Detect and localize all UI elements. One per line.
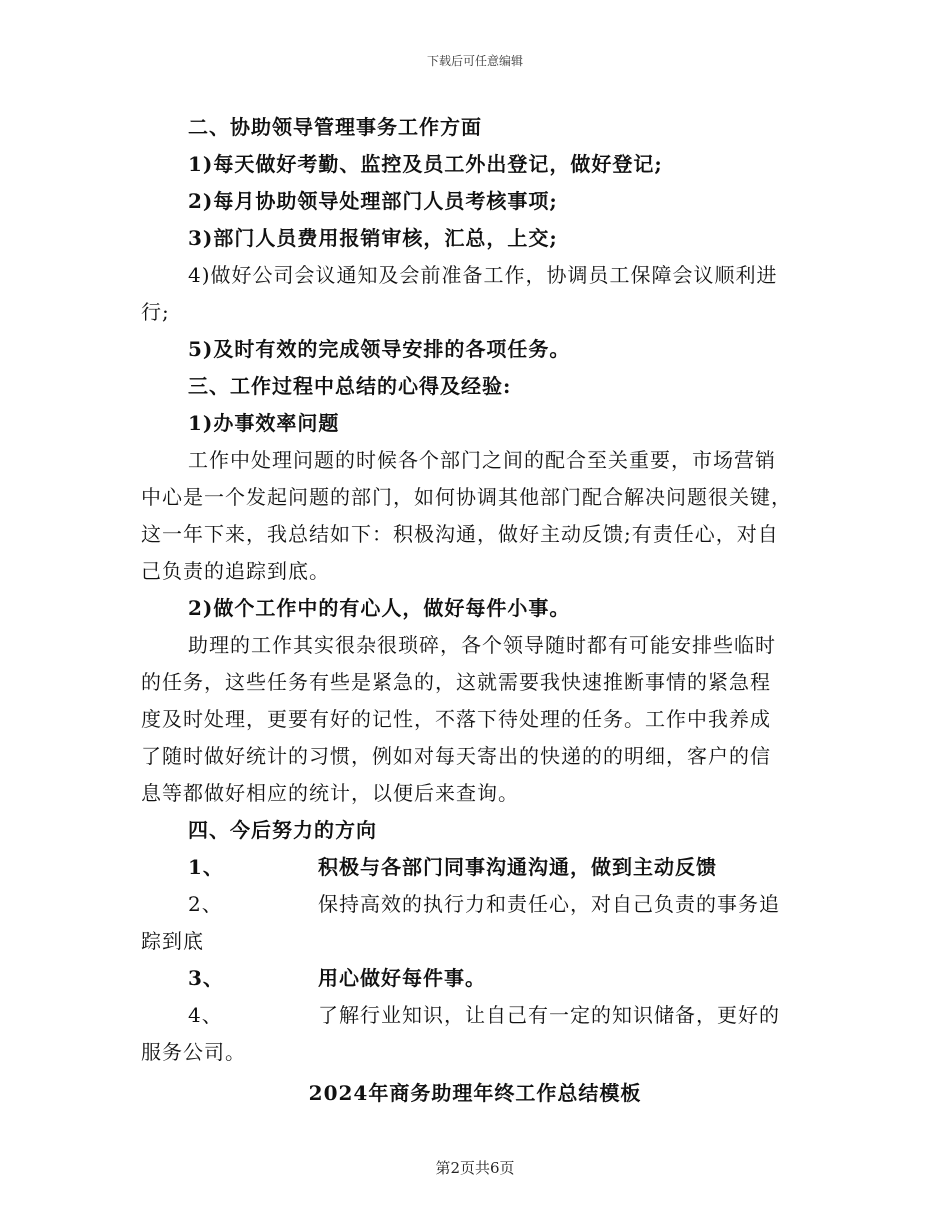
list-item: [188, 961, 486, 995]
item-text: 积极与各部门同事沟通沟通，做到主动反馈: [318, 855, 717, 879]
sub-heading: 2)做个工作中的有心人，做好每件小事。: [188, 596, 571, 620]
list-item: 4)做好公司会议通知及会前准备工作，协调员工保障会议顺利进: [188, 263, 778, 287]
paragraph-line: 中心是一个发起问题的部门，如何协调其他部门配合解决问题很关键，: [141, 485, 792, 509]
page-header: 下载后可任意编辑: [426, 54, 523, 68]
paragraph-line: 这一年下来，我总结如下：积极沟通，做好主动反馈;有责任心，对自: [141, 522, 779, 546]
paragraph-line: 了随时做好统计的习惯，例如对每天寄出的快递的的明细，客户的信: [141, 744, 771, 768]
item-text: 了解行业知识，让自己有一定的知识储备，更好的: [318, 1003, 780, 1027]
list-item: 2)每月协助领导处理部门人员考核事项;: [188, 189, 558, 213]
item-number: 1、: [188, 855, 224, 879]
paragraph-line: 己负责的追踪到底。: [141, 559, 330, 583]
item-number: 4、: [188, 1003, 223, 1027]
list-item: 5)及时有效的完成领导安排的各项任务。: [188, 337, 571, 361]
list-item: [188, 998, 780, 1032]
section-heading-3: 三、工作过程中总结的心得及经验:: [188, 374, 512, 398]
paragraph-line: 度及时处理，更要有好的记性，不落下待处理的任务。工作中我养成: [141, 707, 771, 731]
list-item: 3)部门人员费用报销审核，汇总，上交;: [188, 226, 558, 250]
list-item: 1)每天做好考勤、监控及员工外出登记，做好登记;: [188, 152, 663, 176]
paragraph-line: 工作中处理问题的时候各个部门之间的配合至关重要，市场营销: [188, 448, 776, 472]
paragraph-line: 的任务，这些任务有些是紧急的，这就需要我快速推断事情的紧急程: [141, 670, 771, 694]
item-number: 2、: [188, 892, 223, 916]
section-heading-4: 四、今后努力的方向: [188, 818, 377, 842]
document-title: 2024年商务助理年终工作总结模板: [308, 1081, 642, 1105]
page-footer: 第2页共6页: [435, 1159, 515, 1177]
item-number: 3、: [188, 966, 224, 990]
paragraph-line: 行;: [141, 300, 170, 324]
paragraph-line: 助理的工作其实很杂很琐碎，各个领导随时都有可能安排些临时: [188, 633, 776, 657]
item-text: 保持高效的执行力和责任心，对自己负责的事务追: [318, 892, 780, 916]
sub-heading: 1)办事效率问题: [188, 411, 340, 435]
paragraph-line: 息等都做好相应的统计，以便后来查询。: [141, 781, 519, 805]
list-item: [188, 887, 780, 921]
list-item: [188, 850, 717, 884]
item-text: 用心做好每件事。: [318, 966, 486, 990]
paragraph-line: 服务公司。: [141, 1040, 246, 1064]
paragraph-line: 踪到底: [141, 929, 204, 953]
section-heading-2: 二、协助领导管理事务工作方面: [188, 115, 482, 139]
